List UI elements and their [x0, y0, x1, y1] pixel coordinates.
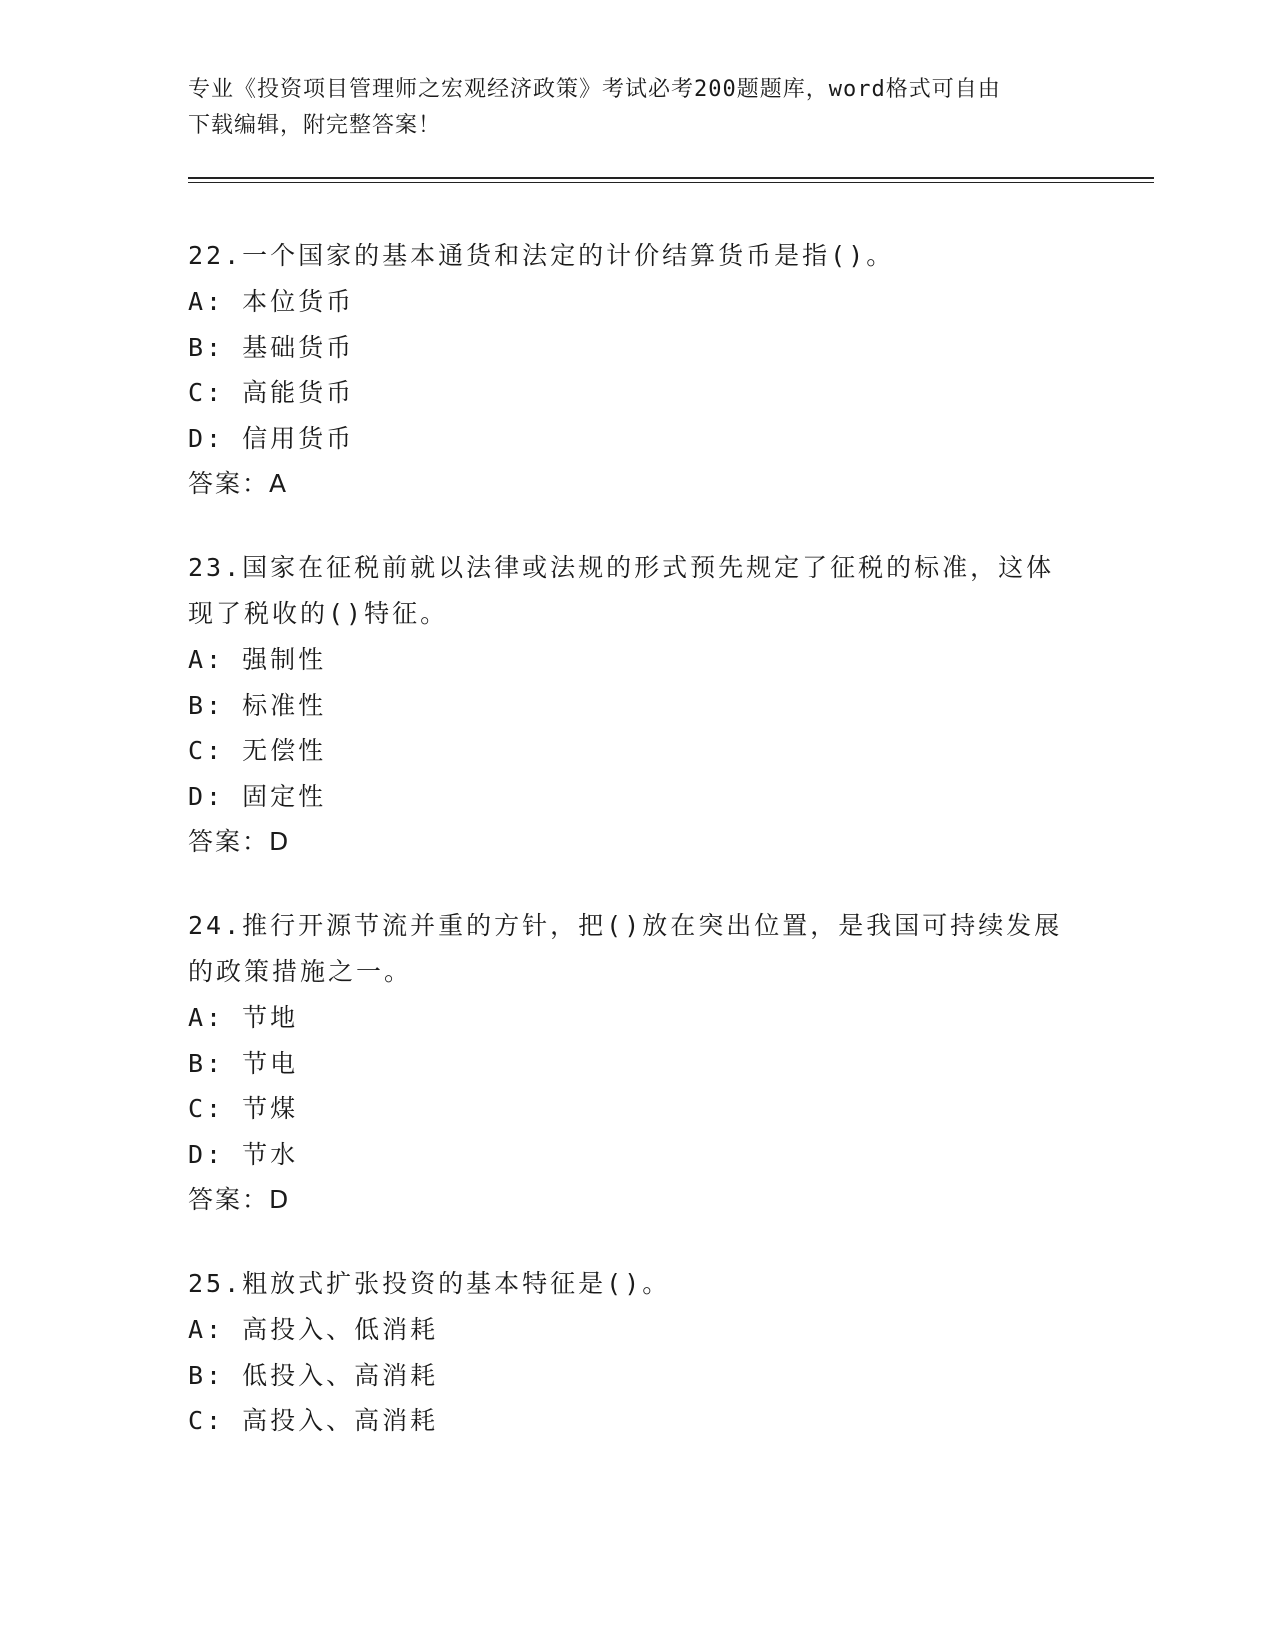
option-b	[188, 1353, 1088, 1399]
option-text: 高能货币	[242, 378, 355, 407]
option-a	[188, 279, 1088, 325]
header-line-1: 专业《投资项目管理师之宏观经济政策》考试必考200题题库，word格式可自由	[188, 77, 1001, 102]
option-text: 本位货币	[242, 287, 355, 316]
option-letter: B:	[188, 1360, 225, 1390]
option-letter: D:	[188, 423, 225, 453]
option-c	[188, 370, 1088, 416]
header-divider-top	[188, 177, 1154, 179]
option-letter: B:	[188, 690, 225, 720]
option-b	[188, 1041, 1088, 1087]
option-letter: B:	[188, 1048, 225, 1078]
option-c	[188, 1398, 1088, 1444]
option-text: 节煤	[242, 1094, 299, 1123]
option-a	[188, 637, 1088, 683]
question-22	[188, 233, 1088, 507]
option-letter: B:	[188, 332, 225, 362]
option-letter: A:	[188, 645, 225, 674]
option-b	[188, 683, 1088, 729]
option-text: 强制性	[242, 645, 327, 674]
question-stem-continued: 现了税收的()特征。	[188, 599, 449, 628]
option-d	[188, 1132, 1088, 1178]
question-stem: 23.国家在征税前就以法律或法规的形式预先规定了征税的标准，这体	[188, 553, 1055, 582]
question-stem-continued: 的政策措施之一。	[188, 957, 413, 986]
option-text: 低投入、高消耗	[242, 1360, 439, 1390]
option-letter: D:	[188, 781, 225, 811]
header-divider-bottom	[188, 182, 1154, 183]
option-b	[188, 325, 1088, 371]
option-text: 节地	[242, 1003, 299, 1032]
option-letter: C:	[188, 1094, 225, 1123]
option-letter: C:	[188, 1406, 225, 1435]
option-c	[188, 728, 1088, 774]
option-text: 基础货币	[242, 332, 355, 362]
option-letter: A:	[188, 1003, 225, 1032]
option-d	[188, 774, 1088, 820]
answer-text: 答案：D	[188, 1185, 291, 1214]
option-letter: D:	[188, 1139, 225, 1169]
option-letter: A:	[188, 287, 225, 316]
header-line-2: 下载编辑，附完整答案！	[188, 113, 442, 138]
option-text: 高投入、高消耗	[242, 1406, 439, 1435]
question-23	[188, 545, 1088, 865]
question-24	[188, 903, 1088, 1223]
option-text: 信用货币	[242, 423, 355, 453]
answer-text: 答案：A	[188, 469, 289, 498]
option-a	[188, 995, 1088, 1041]
option-text: 节水	[242, 1139, 299, 1169]
question-stem: 25.粗放式扩张投资的基本特征是()。	[188, 1269, 671, 1298]
option-text: 固定性	[242, 781, 327, 811]
question-25	[188, 1261, 1088, 1444]
option-a	[188, 1307, 1088, 1353]
option-letter: C:	[188, 736, 225, 765]
option-c	[188, 1086, 1088, 1132]
option-text: 标准性	[242, 690, 327, 720]
option-letter: C:	[188, 378, 225, 407]
question-list	[188, 233, 1088, 1482]
document-header	[188, 72, 1088, 144]
option-text: 节电	[242, 1048, 299, 1078]
option-text: 无偿性	[242, 736, 327, 765]
question-stem: 22.一个国家的基本通货和法定的计价结算货币是指()。	[188, 241, 895, 270]
option-text: 高投入、低消耗	[242, 1315, 439, 1344]
question-stem: 24.推行开源节流并重的方针，把()放在突出位置，是我国可持续发展	[188, 911, 1063, 940]
answer-text: 答案：D	[188, 827, 291, 856]
option-d	[188, 416, 1088, 462]
option-letter: A:	[188, 1315, 225, 1344]
